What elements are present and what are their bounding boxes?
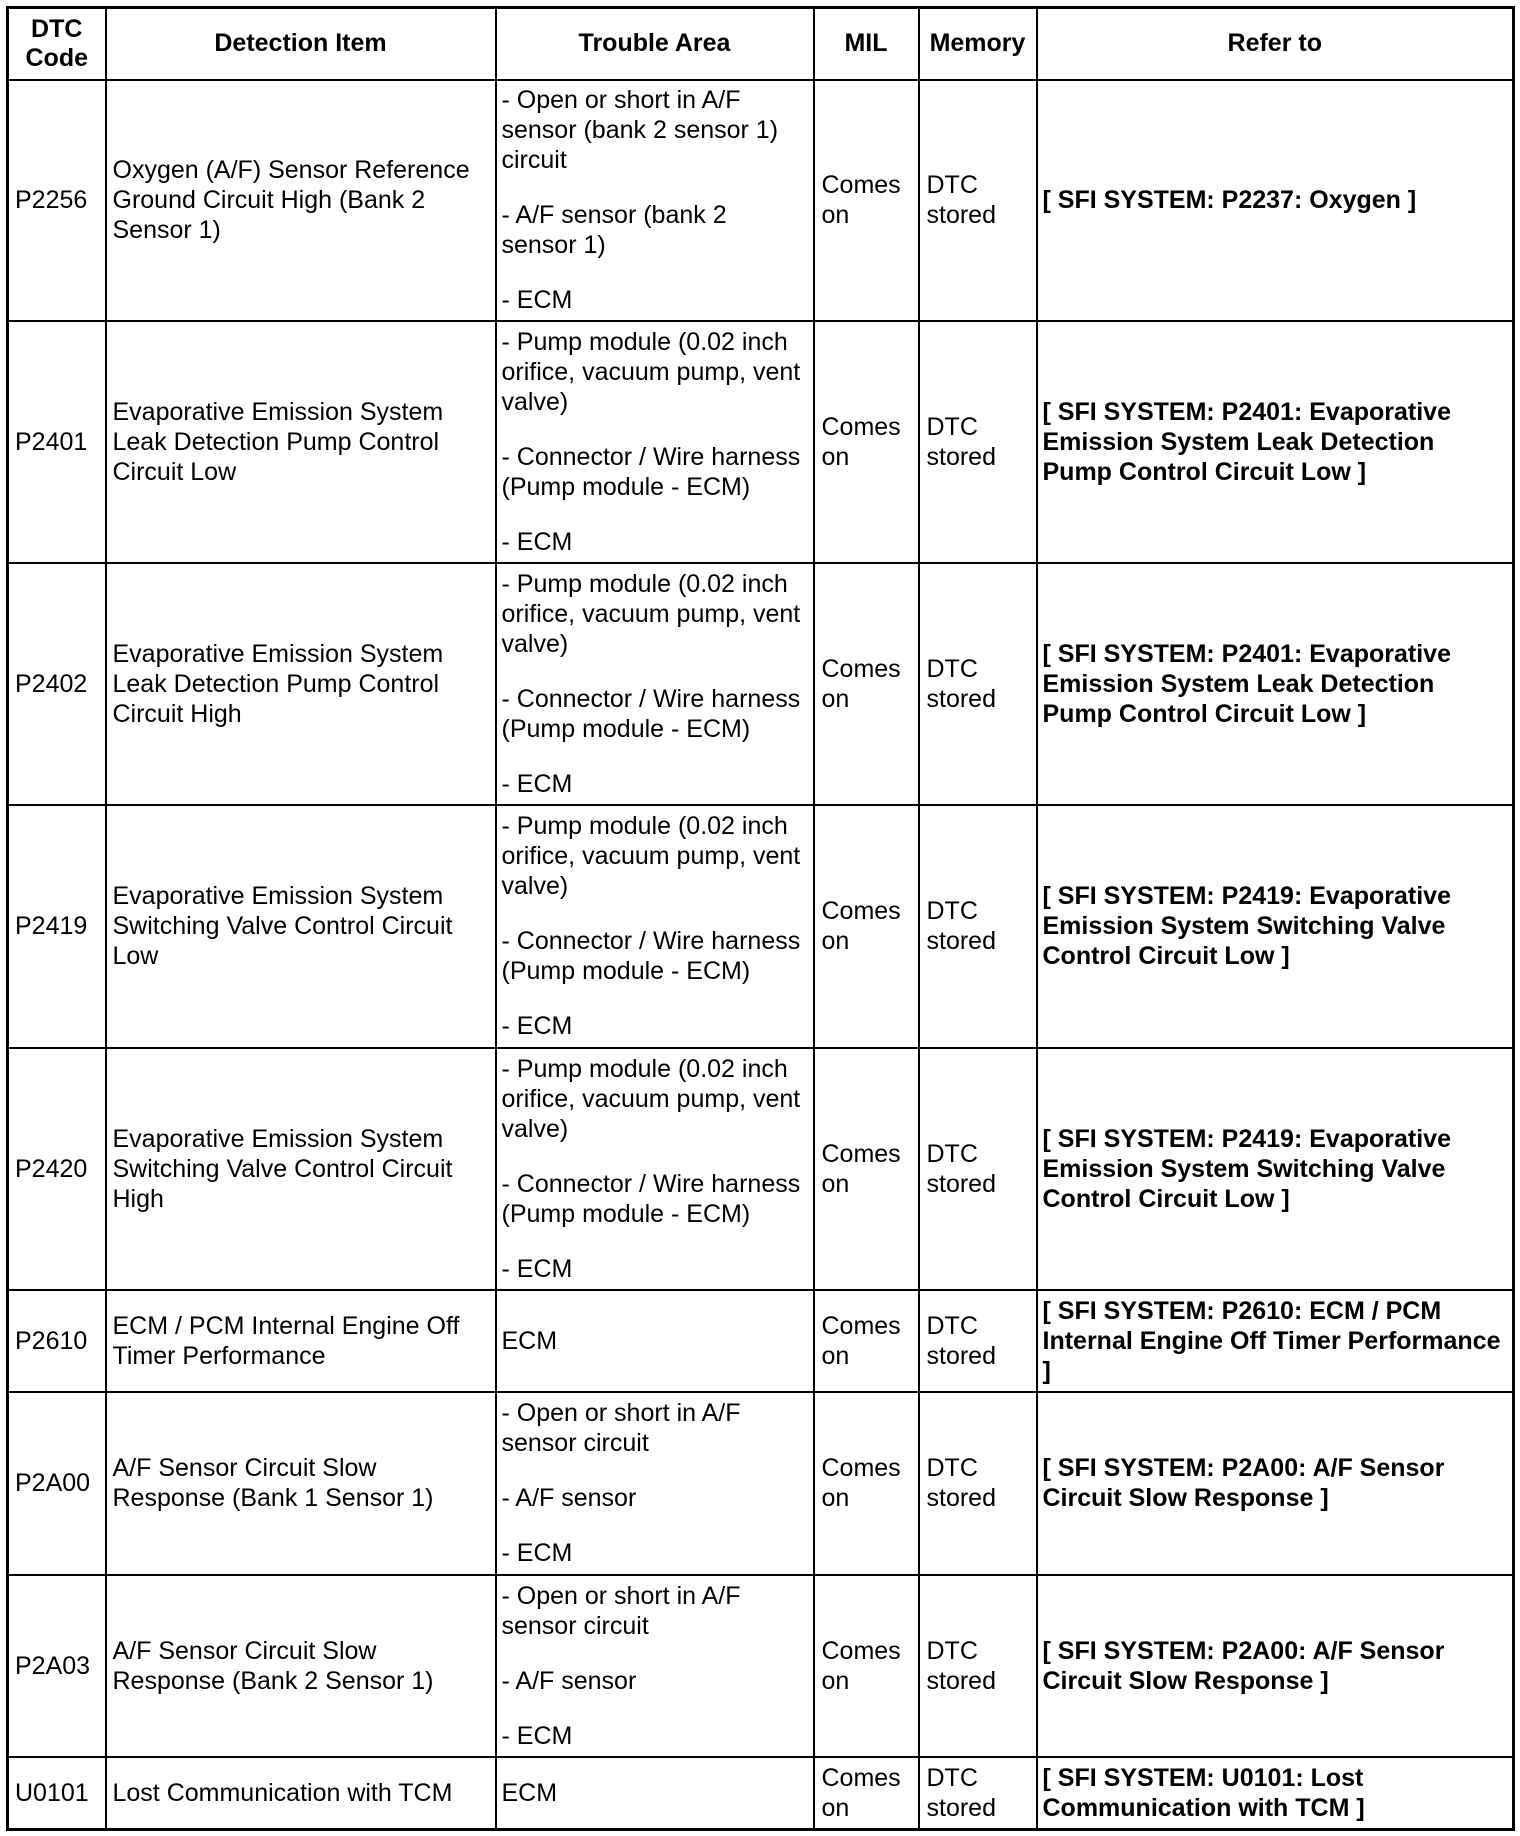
mil-status-cell: Comes on [814, 1048, 919, 1290]
refer-to-link[interactable]: [ SFI SYSTEM: P2A00: A/F Sensor Circuit Slow Response ] [1042, 1636, 1445, 1695]
refer-to-link[interactable]: [ SFI SYSTEM: U0101: Lost Communication with TCM ] [1042, 1763, 1365, 1822]
dtc-code-cell: P2A00 [8, 1392, 106, 1575]
refer-to-cell [1037, 1757, 1514, 1830]
memory-status-cell: DTC stored [919, 805, 1037, 1048]
refer-to-cell [1037, 563, 1514, 805]
refer-to-link[interactable]: [ SFI SYSTEM: P2419: Evaporative Emission System Switching Valve Control Circuit Low ] [1042, 882, 1451, 970]
refer-to-cell [1037, 80, 1514, 321]
dtc-code-cell: P2402 [8, 563, 106, 805]
trouble-area-cell [496, 805, 814, 1048]
trouble-area-item: - Open or short in A/F sensor circuit [501, 1399, 741, 1457]
column-header-dtc-code: DTC Code [8, 8, 106, 80]
dtc-code-cell: P2420 [8, 1048, 106, 1290]
table-row [8, 563, 1514, 805]
trouble-area-item: - Open or short in A/F sensor (bank 2 sensor 1) circuit [501, 86, 779, 174]
table-row [8, 80, 1514, 321]
refer-to-cell [1037, 805, 1514, 1048]
table-row [8, 321, 1514, 563]
refer-to-cell [1037, 1048, 1514, 1290]
dtc-table [6, 6, 1515, 1831]
detection-item-cell: A/F Sensor Circuit Slow Response (Bank 1 Sensor 1) [106, 1392, 496, 1575]
refer-to-cell [1037, 1392, 1514, 1575]
dtc-code-cell: P2401 [8, 321, 106, 563]
table-body [8, 80, 1514, 1830]
table-header [8, 8, 1514, 80]
trouble-area-cell [496, 1048, 814, 1290]
trouble-area-item: ECM [501, 1778, 558, 1807]
trouble-area-item: - ECM [501, 1012, 573, 1040]
table-row [8, 1048, 1514, 1290]
trouble-area-item: - ECM [501, 286, 573, 314]
detection-item-cell: Evaporative Emission System Leak Detection Pump Control Circuit High [106, 563, 496, 805]
trouble-area-item: - Pump module (0.02 inch orifice, vacuum pump, vent valve) [501, 569, 801, 658]
memory-status-cell: DTC stored [919, 321, 1037, 563]
column-header-detection-item: Detection Item [106, 8, 496, 80]
mil-status-cell: Comes on [814, 1290, 919, 1392]
column-header-trouble-area: Trouble Area [496, 8, 814, 80]
trouble-area-item: - ECM [501, 769, 573, 798]
trouble-area-item: - Connector / Wire harness (Pump module - ECM) [501, 927, 801, 985]
trouble-area-item: - Pump module (0.02 inch orifice, vacuum pump, vent valve) [501, 327, 801, 416]
detection-item-cell: Oxygen (A/F) Sensor Reference Ground Circuit High (Bank 2 Sensor 1) [106, 80, 496, 321]
trouble-area-cell [496, 563, 814, 805]
detection-item-cell: Evaporative Emission System Switching Valve Control Circuit High [106, 1048, 496, 1290]
memory-status-cell: DTC stored [919, 1575, 1037, 1757]
memory-status-cell: DTC stored [919, 80, 1037, 321]
mil-status-cell: Comes on [814, 563, 919, 805]
dtc-code-cell: P2256 [8, 80, 106, 321]
table-row [8, 1290, 1514, 1392]
memory-status-cell: DTC stored [919, 1757, 1037, 1830]
trouble-area-item: - ECM [501, 1254, 573, 1283]
refer-to-link[interactable]: [ SFI SYSTEM: P2237: Oxygen ] [1042, 186, 1417, 214]
detection-item-cell: Evaporative Emission System Leak Detection Pump Control Circuit Low [106, 321, 496, 563]
trouble-area-item: - Open or short in A/F sensor circuit [501, 1581, 741, 1640]
memory-status-cell: DTC stored [919, 1048, 1037, 1290]
refer-to-link[interactable]: [ SFI SYSTEM: P2401: Evaporative Emission System Leak Detection Pump Control Circuit Low ] [1042, 639, 1451, 728]
refer-to-cell [1037, 1575, 1514, 1757]
mil-status-cell: Comes on [814, 805, 919, 1048]
trouble-area-item: ECM [501, 1326, 558, 1355]
trouble-area-cell [496, 1575, 814, 1757]
column-header-refer-to: Refer to [1037, 8, 1514, 80]
refer-to-link[interactable]: [ SFI SYSTEM: P2419: Evaporative Emission System Switching Valve Control Circuit Low ] [1042, 1124, 1451, 1213]
trouble-area-cell [496, 1392, 814, 1575]
memory-status-cell: DTC stored [919, 1392, 1037, 1575]
refer-to-link[interactable]: [ SFI SYSTEM: P2A00: A/F Sensor Circuit Slow Response ] [1042, 1454, 1445, 1512]
detection-item-cell: ECM / PCM Internal Engine Off Timer Performance [106, 1290, 496, 1392]
mil-status-cell: Comes on [814, 80, 919, 321]
trouble-area-cell [496, 1757, 814, 1830]
trouble-area-item: - A/F sensor (bank 2 sensor 1) [501, 201, 727, 259]
refer-to-cell [1037, 1290, 1514, 1392]
trouble-area-item: - Connector / Wire harness (Pump module - ECM) [501, 1169, 801, 1228]
refer-to-link[interactable]: [ SFI SYSTEM: P2401: Evaporative Emission System Leak Detection Pump Control Circuit Low ] [1042, 397, 1451, 486]
column-header-memory: Memory [919, 8, 1037, 80]
trouble-area-item: - Pump module (0.02 inch orifice, vacuum pump, vent valve) [501, 1054, 801, 1143]
detection-item-cell: Lost Communication with TCM [106, 1757, 496, 1830]
trouble-area-item: - A/F sensor [501, 1484, 637, 1512]
dtc-code-cell: P2A03 [8, 1575, 106, 1757]
mil-status-cell: Comes on [814, 1757, 919, 1830]
trouble-area-item: - Connector / Wire harness (Pump module - ECM) [501, 442, 801, 501]
refer-to-cell [1037, 321, 1514, 563]
detection-item-cell: Evaporative Emission System Switching Valve Control Circuit Low [106, 805, 496, 1048]
refer-to-link[interactable]: [ SFI SYSTEM: P2610: ECM / PCM Internal Engine Off Timer Performance ] [1042, 1296, 1501, 1385]
trouble-area-item: - ECM [501, 1539, 573, 1567]
trouble-area-item: - ECM [501, 527, 573, 556]
trouble-area-item: - Connector / Wire harness (Pump module - ECM) [501, 684, 801, 743]
memory-status-cell: DTC stored [919, 563, 1037, 805]
memory-status-cell: DTC stored [919, 1290, 1037, 1392]
detection-item-cell: A/F Sensor Circuit Slow Response (Bank 2 Sensor 1) [106, 1575, 496, 1757]
mil-status-cell: Comes on [814, 321, 919, 563]
trouble-area-item: - Pump module (0.02 inch orifice, vacuum pump, vent valve) [501, 812, 801, 900]
table-header-row [8, 8, 1514, 80]
trouble-area-item: - A/F sensor [501, 1666, 637, 1695]
table-row [8, 1575, 1514, 1757]
column-header-mil: MIL [814, 8, 919, 80]
mil-status-cell: Comes on [814, 1392, 919, 1575]
table-row [8, 1757, 1514, 1830]
dtc-code-cell: P2419 [8, 805, 106, 1048]
dtc-code-cell: P2610 [8, 1290, 106, 1392]
trouble-area-item: - ECM [501, 1721, 573, 1750]
trouble-area-cell [496, 1290, 814, 1392]
dtc-code-cell: U0101 [8, 1757, 106, 1830]
trouble-area-cell [496, 321, 814, 563]
mil-status-cell: Comes on [814, 1575, 919, 1757]
trouble-area-cell [496, 80, 814, 321]
table-row [8, 1392, 1514, 1575]
table-row [8, 805, 1514, 1048]
